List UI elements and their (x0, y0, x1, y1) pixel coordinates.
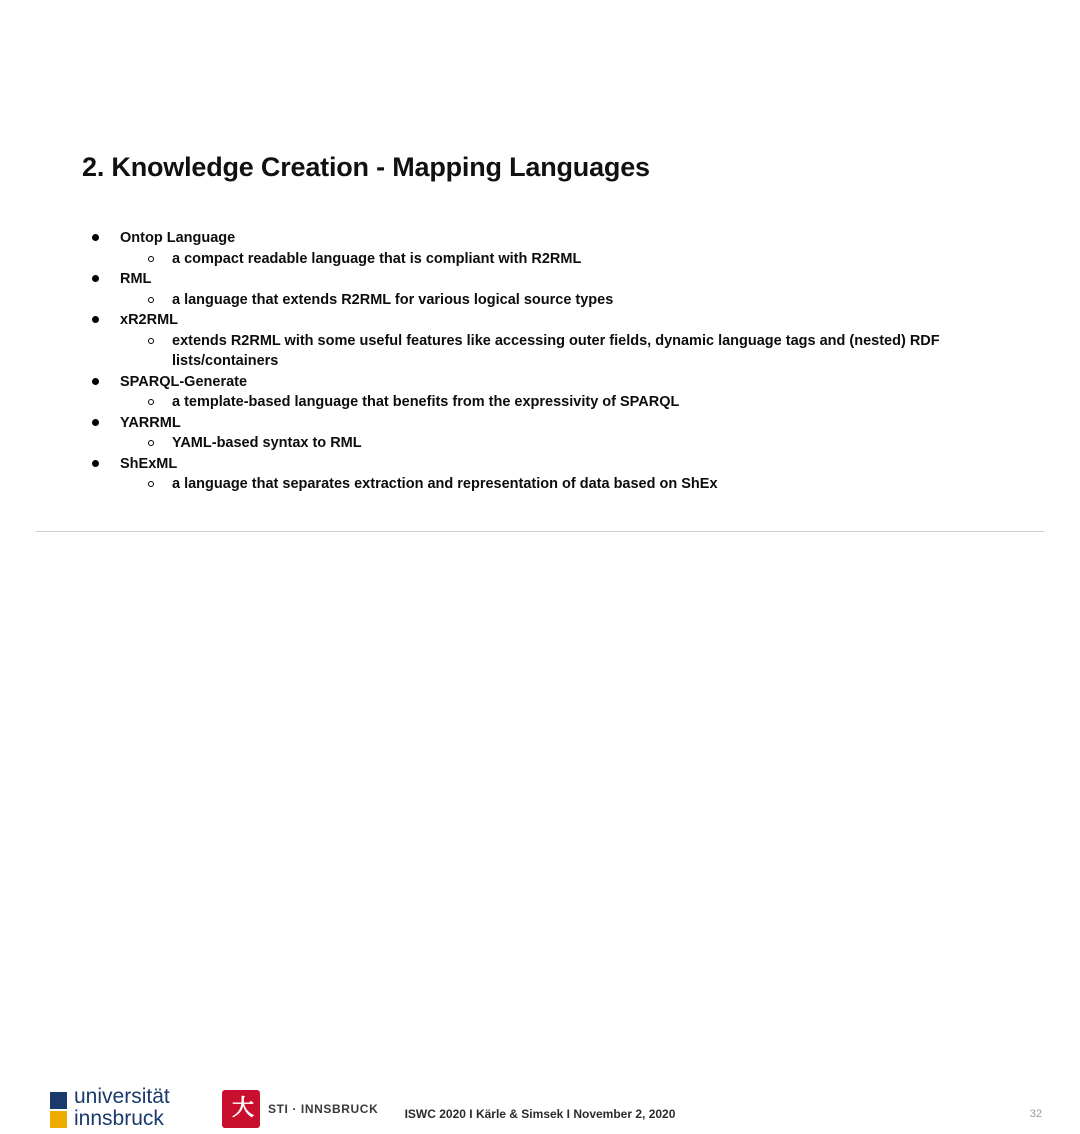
bullet-dot-icon (92, 316, 99, 323)
sub-bullet-list (120, 392, 1012, 413)
university-logo-line2: innsbruck (74, 1107, 164, 1130)
slide-footer (0, 540, 1080, 1130)
sti-logo-text: STI · INNSBRUCK (268, 1102, 379, 1116)
sub-bullet-label: a language that extends R2RML for various logical source types (172, 291, 614, 308)
sub-bullet-label: extends R2RML with some useful features like accessing outer fields, dynamic language tags and (nested) RDF lists/containers (172, 332, 940, 369)
list-item (82, 269, 1012, 310)
footer-divider (36, 531, 1044, 532)
list-item (134, 331, 1012, 372)
sub-bullet-list (120, 331, 1012, 372)
bullet-label: YARRML (120, 414, 181, 431)
sub-bullet-list (120, 290, 1012, 311)
bullet-dot-icon (92, 419, 99, 426)
bullet-label: RML (120, 271, 152, 287)
list-item (82, 372, 1012, 413)
list-item (134, 474, 1012, 495)
footer-conference-text: ISWC 2020 I Kärle & Simsek I November 2, 2020 (404, 1107, 676, 1121)
bullet-label: xR2RML (120, 312, 179, 328)
bullet-label: SPARQL-Generate (120, 373, 248, 390)
sub-bullet-list (120, 433, 1012, 454)
page-number: 32 (1029, 1108, 1042, 1120)
bullet-circle-icon (148, 481, 154, 487)
university-logo-line1: universität (74, 1085, 170, 1108)
bullet-circle-icon (148, 440, 154, 446)
list-item (82, 454, 1012, 495)
sub-bullet-list (120, 474, 1012, 495)
list-item (134, 433, 1012, 454)
list-item (82, 310, 1012, 372)
list-item (134, 392, 1012, 413)
bullet-list (82, 228, 1012, 495)
list-item (82, 228, 1012, 269)
slide-content (82, 228, 1012, 495)
page-title: 2. Knowledge Creation - Mapping Languages (82, 152, 650, 182)
bullet-circle-icon (148, 297, 154, 303)
bullet-dot-icon (92, 275, 99, 282)
bullet-circle-icon (148, 256, 154, 262)
list-item (134, 249, 1012, 270)
bullet-label: Ontop Language (120, 230, 236, 246)
sub-bullet-label: YAML-based syntax to RML (172, 435, 362, 451)
bullet-dot-icon (92, 460, 99, 467)
bullet-dot-icon (92, 378, 99, 385)
sub-bullet-list (120, 249, 1012, 270)
sti-mark-glyph-icon: 大 (232, 1096, 255, 1121)
bullet-circle-icon (148, 399, 154, 405)
sub-bullet-label: a template-based language that benefits from the expressivity of SPARQL (172, 394, 680, 410)
list-item (134, 290, 1012, 311)
sub-bullet-label: a compact readable language that is compliant with R2RML (172, 250, 582, 267)
bullet-circle-icon (148, 338, 154, 344)
sub-bullet-label: a language that separates extraction and representation of data based on ShEx (172, 476, 718, 492)
bullet-label: ShExML (120, 455, 178, 472)
list-item (82, 413, 1012, 454)
bullet-dot-icon (92, 234, 99, 241)
